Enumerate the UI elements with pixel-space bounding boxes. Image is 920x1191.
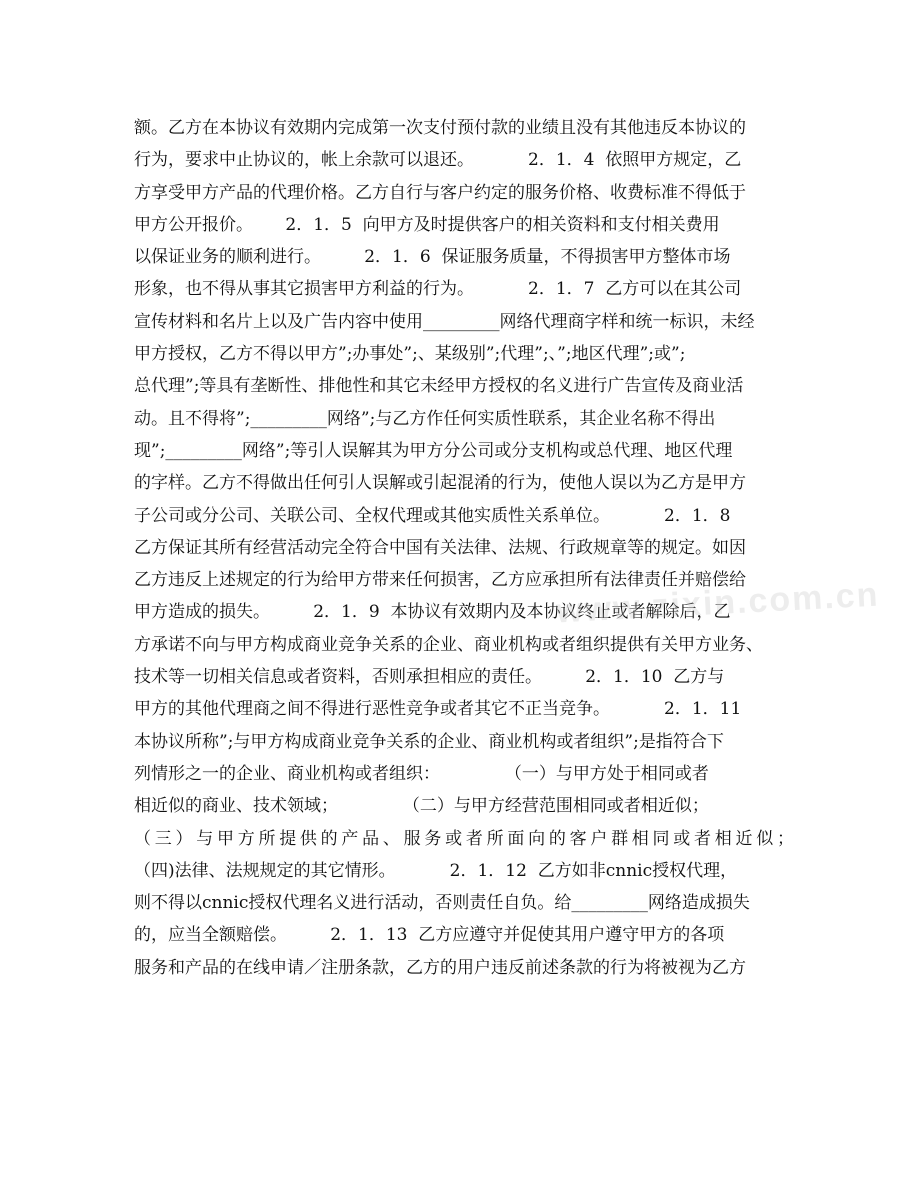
text-line: 甲方的其他代理商之间不得进行恶性竞争或者其它不正当竞争。 2．1．11 (134, 699, 742, 720)
text-line: （三）与甲方所提供的产品、服务或者所面向的客户群相同或者相近似； (134, 828, 794, 849)
text-line: 乙方违反上述规定的行为给甲方带来任何损害，乙方应承担所有法律责任并赔偿给 (134, 570, 746, 591)
text-line: 服务和产品的在线申请／注册条款，乙方的用户违反前述条款的行为将被视为乙方 (134, 957, 746, 978)
text-line: 的，应当全额赔偿。 2．1．13 乙方应遵守并促使其用户遵守甲方的各项 (134, 925, 725, 946)
text-line: 则不得以cnnic授权代理名义进行活动，否则责任自负。给_________网络造成损失 (134, 893, 750, 914)
text-line: 乙方保证其所有经营活动完全符合中国有关法律、法规、行政规章等的规定。如因 (134, 537, 746, 558)
text-line: 甲方造成的损失。 2．1．9 本协议有效期内及本协议终止或者解除后，乙 (134, 602, 731, 623)
text-line: 额。乙方在本协议有效期内完成第一次支付预付款的业绩且没有其他违反本协议的 (134, 118, 746, 138)
text-line: 行为，要求中止协议的，帐上余款可以退还。 2．1．4 依照甲方规定，乙 (134, 150, 742, 171)
text-line: 现”;_________网络”;等引人误解其为甲方分公司或分支机构或总代理、地区代理 (134, 440, 733, 461)
text-line: （四)法律、法规规定的其它情形。 2．1．12 乙方如非cnnic授权代理， (134, 860, 738, 881)
text-line: 技术等一切相关信息或者资料，否则承担相应的责任。 2．1．10 乙方与 (134, 667, 725, 688)
text-line: 宣传材料和名片上以及广告内容中使用_________网络代理商字样和统一标识，未经 (134, 311, 755, 332)
text-line: 以保证业务的顺利进行。 2．1．6 保证服务质量，不得损害甲方整体市场 (134, 247, 731, 268)
text-line: 总代理”;等具有垄断性、排他性和其它未经甲方授权的名义进行广告宣传及商业活 (134, 376, 744, 397)
text-line: 动。且不得将”;_________网络”;与乙方作任何实质性联系，其企业名称不得出 (134, 408, 716, 429)
text-line: 子公司或分公司、关联公司、全权代理或其他实质性关系单位。 2．1．8 (134, 505, 731, 526)
text-line: 方承诺不向与甲方构成商业竞争关系的企业、商业机构或者组织提供有关甲方业务、 (134, 634, 763, 655)
text-line: 形象，也不得从事其它损害甲方利益的行为。 2．1．7 乙方可以在其公司 (134, 279, 742, 300)
text-line: 的字样。乙方不得做出任何引人误解或引起混淆的行为，使他人误以为乙方是甲方 (134, 473, 746, 494)
document-body (134, 112, 794, 984)
text-line: 本协议所称”;与甲方构成商业竞争关系的企业、商业机构或者组织”;是指符合下 (134, 731, 724, 752)
text-line: 甲方公开报价。 2．1．5 向甲方及时提供客户的相关资料和支付相关费用 (134, 214, 720, 235)
text-line: 方享受甲方产品的代理价格。乙方自行与客户约定的服务价格、收费标准不得低于 (134, 182, 746, 203)
watermark-logo: www.zixin.com.cn (555, 575, 881, 631)
text-line: 列情形之一的企业、商业机构或者组织： （一）与甲方处于相同或者 (134, 763, 709, 784)
text-line: 相近似的商业、技术领域； （二）与甲方经营范围相同或者相近似； (134, 796, 709, 817)
text-line: 甲方授权，乙方不得以甲方”;办事处”;、某级别”;代理”;、”;地区代理”;或”; (134, 344, 686, 365)
